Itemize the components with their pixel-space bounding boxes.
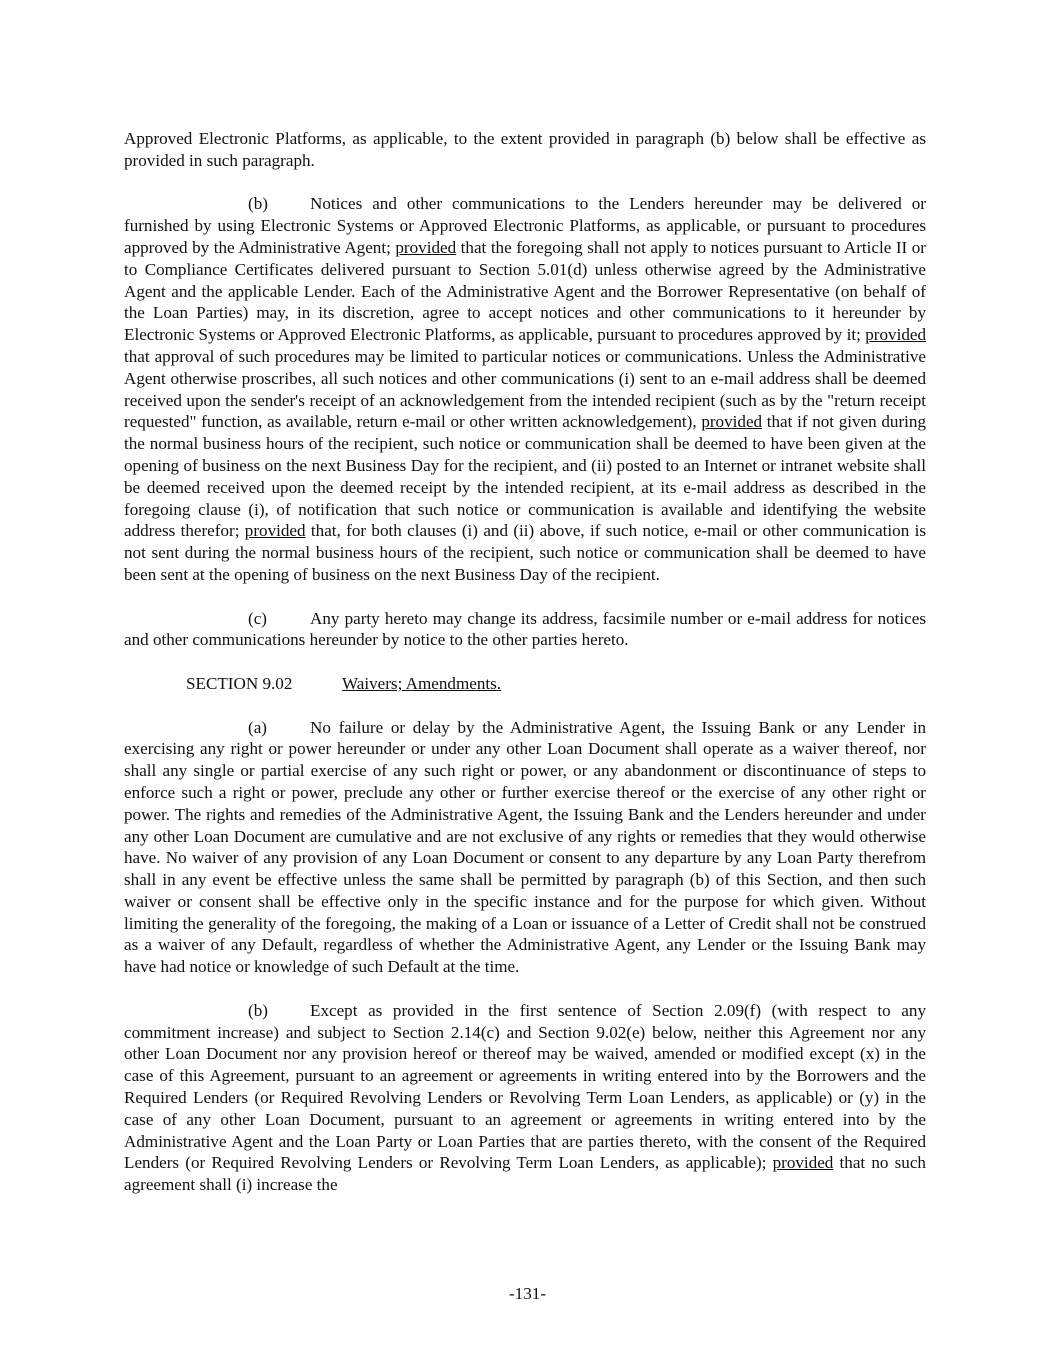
paragraph-b-amendments: (b) Except as provided in the first sentence of Section 2.09(f) (with respect to any commitment increase) and subject to Section 2.14(c) and Section 9.02(e) below, neither this Agreement nor any other Loan Document nor any provision hereof or thereof may be waived, amended or modified except (x) in the case of this Agreement, pursuant to an agreement or agreements in writing entered into by the Borrowers and the Required Lenders (or Required Revolving Lenders or Revolving Term Loan Lenders, as applicable) or (y) in the case of any other Loan Document, pursuant to an agreement or agreements in writing entered into by the Administrative Agent and the Loan Party or Loan Parties that are parties thereto, with the consent of the Required Lenders (or Required Revolving Lenders or Revolving Term Loan Lenders, as applicable); provided that no such agreement shall (i) increase the <box>124 1000 926 1195</box>
paragraph-label: (c) <box>248 608 267 628</box>
paragraph-continuation: Approved Electronic Platforms, as applicable, to the extent provided in paragraph (b) below shall be effective as provided in such paragraph. <box>124 129 926 170</box>
page-number: -131- <box>508 1284 547 1303</box>
provided-term: provided <box>395 237 457 257</box>
paragraph-c-address-change: (c) Any party hereto may change its address, facsimile number or e-mail address for notices and other communications hereunder by notice to the other parties hereto. <box>124 608 926 650</box>
provided-term: provided <box>772 1153 834 1173</box>
provided-term: provided <box>865 325 926 345</box>
section-title: Waivers; Amendments. <box>342 673 502 693</box>
paragraph-label: (b) <box>248 194 268 214</box>
document-body <box>124 128 926 1196</box>
paragraph-a-waivers: (a) No failure or delay by the Administrative Agent, the Issuing Bank or any Lender in exercising any right or power hereunder or under any other Loan Document shall operate as a waiver thereof, nor shall any single or partial exercise of any such right or power, or any abandonment or discontinuance of steps to enforce such a right or power, preclude any other or further exercise thereof or the exercise of any other right or power. The rights and remedies of the Administrative Agent, the Issuing Bank and the Lenders hereunder and under any other Loan Document are cumulative and are not exclusive of any rights or remedies that they would otherwise have. No waiver of any provision of any Loan Document or consent to any departure by any Loan Party therefrom shall in any event be effective unless the same shall be permitted by paragraph (b) of this Section, and then such waiver or consent shall be effective only in the specific instance and for the purpose for which given. Without limiting the generality of the foregoing, the making of a Loan or issuance of a Letter of Credit shall not be construed as a waiver of any Default, regardless of whether the Administrative Agent, any Lender or the Issuing Bank may have had notice or knowledge of such Default at the time. <box>124 717 926 977</box>
provided-term: provided <box>701 412 763 432</box>
provided-term: provided <box>244 521 306 541</box>
paragraph-b-notices: (b) Notices and other communications to the Lenders hereunder may be delivered or furnished by using Electronic Systems or Approved Electronic Platforms, as applicable, or pursuant to procedures approved by the Administrative Agent; provided that the foregoing shall not apply to notices pursuant to Article II or to Compliance Certificates delivered pursuant to Section 5.01(d) unless otherwise agreed by the Administrative Agent and the applicable Lender. Each of the Administrative Agent and the Borrower Representative (on behalf of the Loan Parties) may, in its discretion, agree to accept notices and other communications to it hereunder by Electronic Systems or Approved Electronic Platforms, as applicable, pursuant to procedures approved by it; provided that approval of such procedures may be limited to particular notices or communications. Unless the Administrative Agent otherwise proscribes, all such notices and other communications (i) sent to an e-mail address shall be deemed received upon the sender's receipt of an acknowledgement from the intended recipient (such as by the "return receipt requested" function, as available, return e-mail or other written acknowledgement), provided that if not given during the normal business hours of the recipient, such notice or communication shall be deemed to have been given at the opening of business on the next Business Day for the recipient, and (ii) posted to an Internet or intranet website shall be deemed received upon the deemed receipt by the intended recipient, at its e-mail address as described in the foregoing clause (i), of notification that such notice or communication is available and identifying the website address therefor; provided that, for both clauses (i) and (ii) above, if such notice, e-mail or other communication is not sent during the normal business hours of the recipient, such notice or communication shall be deemed to have been sent at the opening of business on the next Business Day of the recipient. <box>124 194 927 584</box>
paragraph-label: (b) <box>248 1000 268 1020</box>
section-heading <box>124 673 926 695</box>
paragraph-label: (a) <box>248 717 267 737</box>
section-number: SECTION 9.02 <box>186 673 293 693</box>
